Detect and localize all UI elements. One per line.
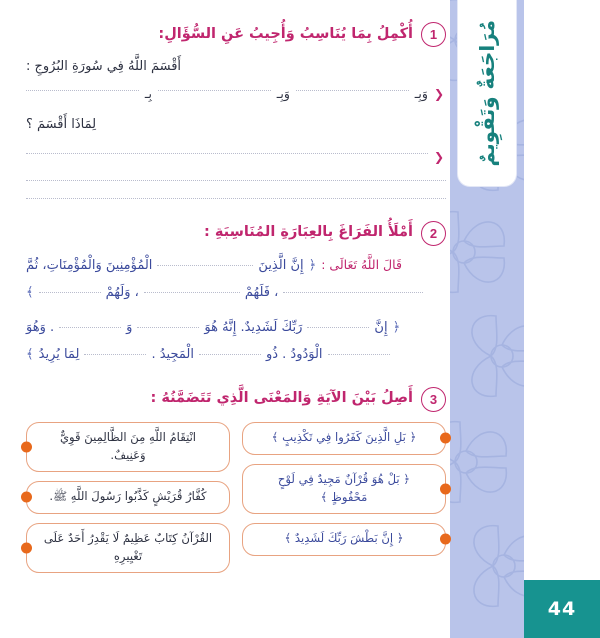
right-margin xyxy=(524,0,600,638)
question-1-subquestion: لِمَاذَا أَقْسَمَ ؟ xyxy=(26,117,97,133)
matching-exercise xyxy=(26,422,446,573)
question-3-body xyxy=(26,387,446,573)
matching-column-verses xyxy=(242,422,446,573)
page-number-badge xyxy=(524,580,600,638)
match-item-verse[interactable] xyxy=(242,422,446,455)
question-2-line3-d: . وَهُوَ xyxy=(26,320,55,336)
answer-blank[interactable] xyxy=(26,90,139,91)
question-2-line-1 xyxy=(26,252,446,279)
answer-blank[interactable] xyxy=(296,90,409,91)
question-3-number: 3 xyxy=(421,387,446,412)
question-1-body xyxy=(26,53,446,199)
question-3-header xyxy=(26,387,446,412)
answer-blank[interactable] xyxy=(144,292,240,293)
question-2-title: أَمْلَأُ الفَرَاغَ بِالعِبَارَةِ المُنَاسِبَةِ : xyxy=(204,224,413,241)
question-2-line3-c: وَ xyxy=(126,320,133,336)
answer-blank[interactable] xyxy=(26,153,428,154)
verse-open-bracket-icon: ﴿ xyxy=(392,320,401,336)
match-item-verse[interactable] xyxy=(242,464,446,514)
answer-blank[interactable] xyxy=(307,327,369,328)
question-2-header xyxy=(26,221,446,246)
chapter-tab-label: مُرَاجَعَةٌ وَتَقْوِيمٌ xyxy=(475,19,499,167)
verse-close-bracket-icon: ﴾ xyxy=(26,347,34,363)
answer-blank[interactable] xyxy=(283,292,423,293)
page-number: 44 xyxy=(547,598,577,620)
answer-blank[interactable] xyxy=(157,265,253,266)
question-2-line-3 xyxy=(26,314,446,341)
match-item-verse[interactable] xyxy=(242,523,446,556)
question-2-line4-a: الْوَدُودُ . ذُو xyxy=(265,347,323,363)
chevron-left-icon: ❮ xyxy=(433,149,444,164)
chapter-tab xyxy=(458,0,516,186)
match-item-meaning[interactable] xyxy=(26,481,230,514)
question-2-line-2 xyxy=(26,279,446,306)
answer-blank[interactable] xyxy=(137,327,199,328)
match-verse-text: ﴿ إِنَّ بَطْشَ رَبِّكَ لَشَدِيدٌ ﴾ xyxy=(284,531,404,546)
question-1-title: أُكْمِلُ بِمَا يُنَاسِبُ وَأُجِيبُ عَنِ السُّؤَالِ: xyxy=(158,25,413,42)
question-1-header xyxy=(26,22,446,47)
question-1-fill-prefix-2: وَبِـ xyxy=(276,86,290,102)
question-1-prompt-row xyxy=(20,53,446,80)
question-2-line4-c: لِمَا يُرِيدُ xyxy=(38,347,80,363)
match-verse-text: ﴿ بَلِ الَّذِينَ كَفَرُوا فِي تَكْذِيبٍ ﴾ xyxy=(271,430,417,445)
match-meaning-text: القُرْآنُ كِتَابٌ عَظِيمٌ لَا يَقْدِرُ أَحَدٌ عَلَى تَغْيِيرِهِ xyxy=(43,530,213,563)
verse-close-bracket-icon: ﴾ xyxy=(26,284,34,300)
answer-blank[interactable] xyxy=(26,198,446,199)
answer-blank[interactable] xyxy=(39,292,101,293)
matching-column-meanings xyxy=(26,422,230,573)
question-2-body xyxy=(26,221,446,369)
question-1-answer-row-2 xyxy=(26,151,446,163)
question-1-subquestion-row xyxy=(20,111,446,138)
question-2-line2-b: ، وَلَهُمْ xyxy=(105,284,139,300)
match-meaning-text: كُفَّارُ قُرَيْشٍ كَذَّبُوا رَسُولَ اللَّهِ ﷺ. xyxy=(49,489,207,504)
question-2-line3-b: رَبِّكَ لَشَدِيدٌ. إِنَّهُ هُوَ xyxy=(204,320,303,336)
answer-blank[interactable] xyxy=(199,354,261,355)
question-1-prompt: أَقْسَمَ اللَّهُ فِي سُورَةِ البُرُوجِ : xyxy=(26,59,182,74)
match-meaning-text: انْتِقَامُ اللَّهِ مِنَ الظَّالِمِينَ قَوِيٌّ وَعَنِيفٌ. xyxy=(59,429,197,462)
question-3-title: أَصِلُ بَيْنَ الآيَةِ وَالمَعْنَى الَّذِي تَتَضَمَّنُهُ : xyxy=(150,390,413,407)
question-1-fill-prefix-1: وَبِـ xyxy=(414,86,428,102)
match-item-meaning[interactable] xyxy=(26,422,230,472)
answer-blank[interactable] xyxy=(84,354,146,355)
question-2-line3-a: إِنَّ xyxy=(374,320,388,336)
chevron-left-icon: ❮ xyxy=(433,86,444,101)
question-1-number: 1 xyxy=(421,22,446,47)
question-2-line2-a: ، فَلَهُمْ xyxy=(244,284,279,300)
match-verse-text: ﴿ بَلْ هُوَ قُرْآنٌ مَجِيدٌ فِي لَوْحٍ مَحْفُوظٍ ﴾ xyxy=(277,471,411,504)
match-item-meaning[interactable] xyxy=(26,523,230,573)
question-1-answer-row-1 xyxy=(26,86,446,101)
question-1-fill-prefix-3: بِـ xyxy=(144,86,152,102)
answer-blank[interactable] xyxy=(59,327,121,328)
question-2-line1-a: إِنَّ الَّذِينَ xyxy=(258,257,304,273)
answer-blank[interactable] xyxy=(158,90,271,91)
question-2-number: 2 xyxy=(421,221,446,246)
question-2-line-4 xyxy=(26,341,446,368)
question-2-lead: قَالَ اللَّهُ تَعَالَى : xyxy=(321,256,402,272)
question-2-line1-b: الْمُؤْمِنِينَ وَالْمُؤْمِنَاتِ، ثُمَّ xyxy=(26,257,153,273)
answer-blank[interactable] xyxy=(328,354,390,355)
verse-open-bracket-icon: ﴿ xyxy=(308,257,317,273)
question-2-line4-b: الْمَجِيدُ . xyxy=(151,347,194,363)
answer-blank[interactable] xyxy=(26,180,446,181)
